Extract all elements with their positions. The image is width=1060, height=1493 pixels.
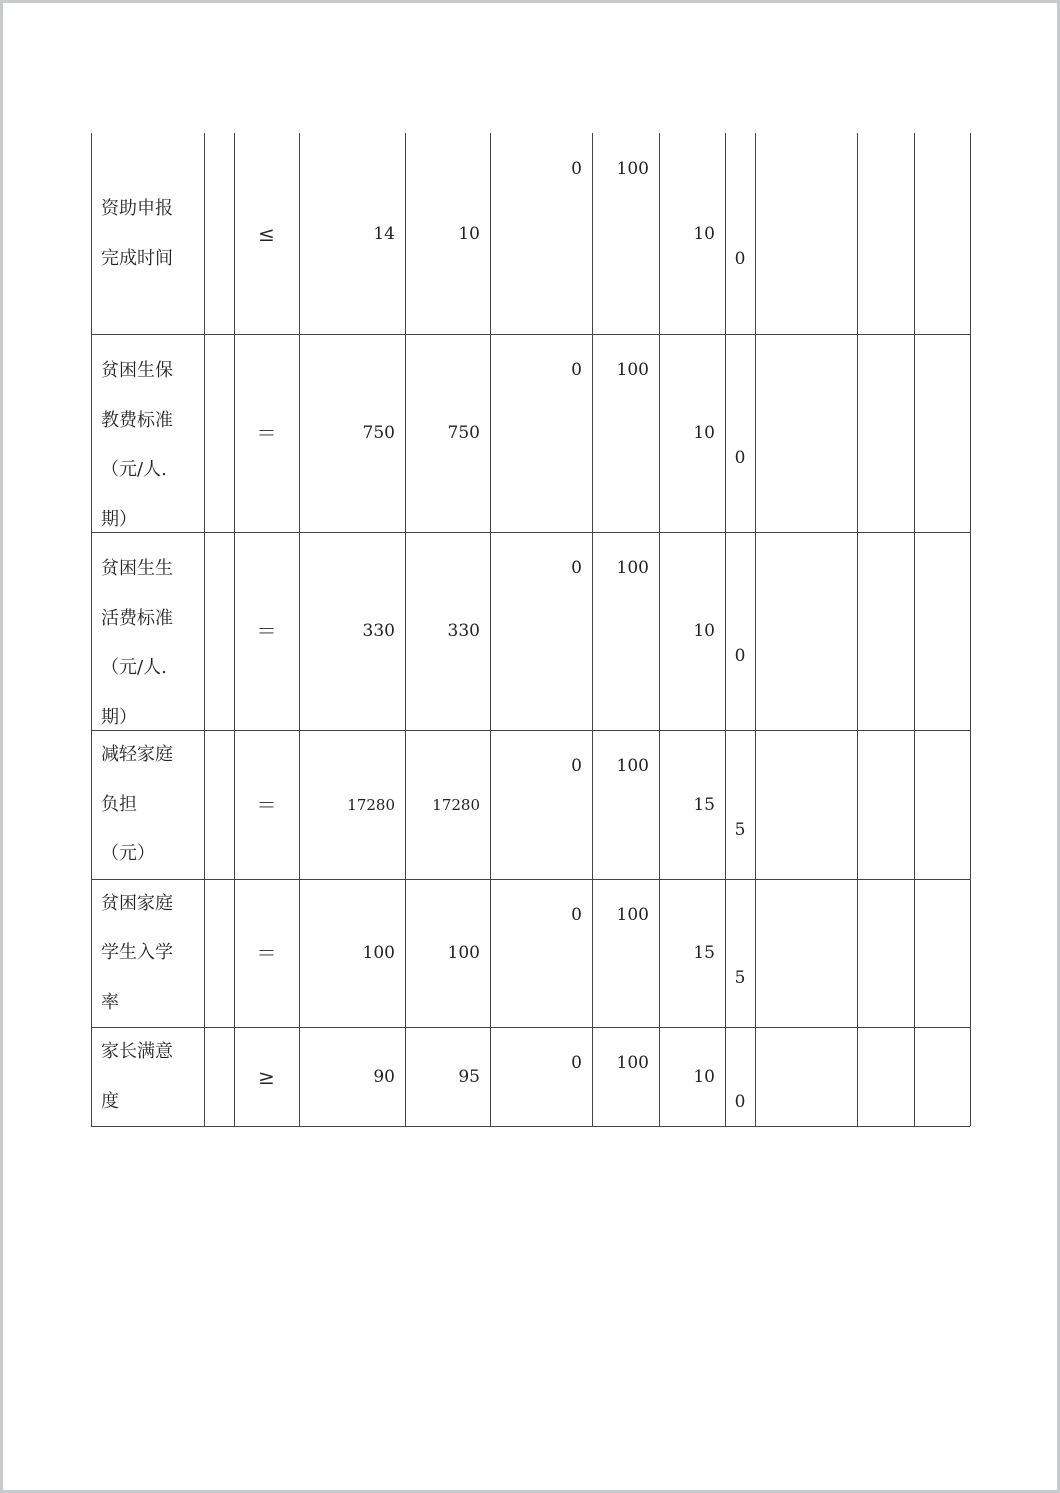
indicator-label-line: 资助申报 [101,198,173,219]
indicator-label-line: 教费标准 [101,409,173,431]
indicator-label-line: （元/人. [101,657,167,678]
range-high-value: 100 [616,905,649,925]
range-low-value: 0 [571,756,582,776]
comparison-operator: ＝ [256,792,277,817]
indicator-label-line: 减轻家庭 [101,744,173,766]
indicator-label-line: 期） [101,706,137,728]
score-value: 0 [734,1091,746,1112]
table-row [91,1027,970,1126]
indicator-label-line: 度 [101,1090,119,1112]
table-row [91,879,970,1027]
table-column-border [970,133,971,1126]
indicator-label-line: 学生入学 [101,942,173,964]
target-value: 17280 [347,795,395,814]
target-value: 100 [362,943,395,963]
comparison-operator: ＝ [256,941,277,965]
table-row [91,730,970,879]
score-value: 5 [734,819,746,840]
score-value: 0 [734,448,746,468]
actual-value: 17280 [432,795,480,814]
weight-value: 15 [693,794,715,815]
weight-value: 15 [693,943,715,963]
actual-value: 10 [458,223,480,244]
target-value: 90 [373,1066,395,1087]
range-low-value: 0 [571,360,582,380]
target-value: 330 [362,621,395,641]
comparison-operator: ＝ [256,619,277,643]
actual-value: 100 [447,943,480,963]
indicator-label-line: 贫困生保 [101,360,173,381]
range-high-value: 100 [616,558,649,578]
indicator-label-line: 期） [101,508,137,530]
indicator-label-line: 率 [101,991,119,1013]
comparison-operator: ≤ [258,221,275,246]
range-high-value: 100 [616,756,649,776]
range-low-value: 0 [571,905,582,925]
indicator-label-line: 负担 [101,793,137,815]
table-row [91,532,970,730]
weight-value: 10 [693,621,715,641]
table-row [91,133,970,334]
range-high-value: 100 [616,360,649,380]
comparison-operator: ≥ [258,1064,275,1089]
target-value: 750 [362,423,395,443]
weight-value: 10 [693,423,715,443]
indicator-label-line: 活费标准 [101,607,173,629]
actual-value: 330 [447,621,480,641]
table-row [91,334,970,532]
range-high-value: 100 [616,1053,649,1073]
range-low-value: 0 [571,1053,582,1073]
indicator-label-line: 家长满意 [101,1041,173,1062]
indicator-label-line: （元/人. [101,459,167,480]
comparison-operator: ＝ [256,421,277,445]
weight-value: 10 [693,223,715,244]
target-value: 14 [373,223,395,244]
indicator-label-line: 贫困家庭 [101,892,173,914]
score-value: 0 [734,646,746,666]
performance-indicator-table [91,133,970,1126]
table-row-border [91,1126,970,1127]
indicator-label-line: 贫困生生 [101,558,173,579]
range-low-value: 0 [571,159,582,179]
indicator-label-line: （元） [101,843,155,865]
actual-value: 95 [458,1066,480,1087]
score-value: 0 [734,248,746,269]
range-low-value: 0 [571,558,582,578]
actual-value: 750 [447,423,480,443]
range-high-value: 100 [616,159,649,179]
indicator-label-line: 完成时间 [101,247,173,269]
weight-value: 10 [693,1066,715,1087]
score-value: 5 [734,968,746,988]
